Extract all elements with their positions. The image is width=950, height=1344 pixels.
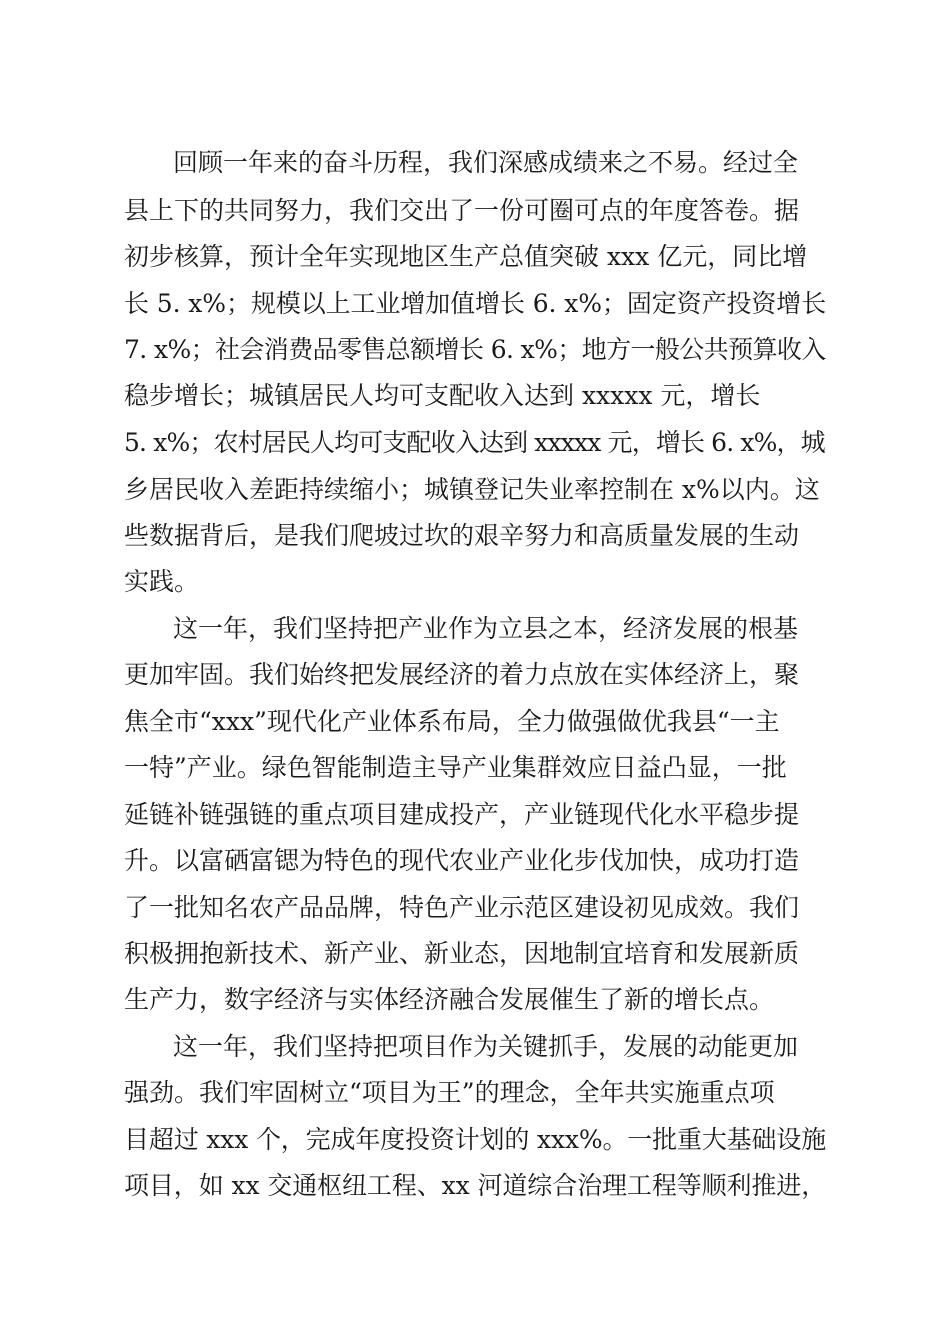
text-line: 积极拥抱新技术、新产业、新业态，因地制宜培育和发展新质: [124, 939, 800, 968]
text-line: 项目，如 xx 交通枢纽工程、xx 河道综合治理工程等顺利推进，: [124, 1171, 827, 1200]
text-line: 5. x%；农村居民人均可支配收入达到 xxxxx 元，增长 6. x%，城: [124, 428, 825, 457]
text-line: 初步核算，预计全年实现地区生产总值突破 xxx 亿元，同比增: [124, 242, 808, 271]
text-line: 目超过 xxx 个，完成年度投资计划的 xxx%。一批重大基础设施: [124, 1125, 827, 1154]
text-line: 更加牢固。我们始终把发展经济的着力点放在实体经济上，聚: [124, 660, 800, 689]
text-line: 生产力，数字经济与实体经济融合发展催生了新的增长点。: [124, 985, 775, 1014]
text-line: 些数据背后，是我们爬坡过坎的艰辛努力和高质量发展的生动: [124, 521, 800, 550]
text-line: 稳步增长；城镇居民人均可支配收入达到 xxxxx 元，增长: [124, 381, 761, 410]
text-line: 7. x%；社会消费品零售总额增长 6. x%；地方一般公共预算收入: [124, 335, 826, 364]
text-line: 乡居民收入差距持续缩小；城镇登记失业率控制在 x%以内。这: [124, 475, 820, 504]
text-line: 强劲。我们牢固树立“项目为王”的理念，全年共实施重点项: [124, 1078, 775, 1107]
text-line: 这一年，我们坚持把产业作为立县之本，经济发展的根基: [173, 614, 799, 643]
text-line: 长 5. x%；规模以上工业增加值增长 6. x%；固定资产投资增长: [124, 289, 827, 318]
text-line: 回顾一年来的奋斗历程，我们深感成绩来之不易。经过全: [173, 148, 799, 177]
text-line: 实践。: [124, 567, 200, 596]
text-line: 这一年，我们坚持把项目作为关键抓手，发展的动能更加: [173, 1032, 799, 1061]
text-line: 了一批知名农产品品牌，特色产业示范区建设初见成效。我们: [124, 893, 800, 922]
text-line: 升。以富硒富锶为特色的现代农业产业化步伐加快，成功打造: [124, 846, 800, 875]
text-line: 焦全市“xxx”现代化产业体系布局，全力做强做优我县“一主: [124, 707, 780, 736]
text-line: 县上下的共同努力，我们交出了一份可圈可点的年度答卷。据: [124, 196, 800, 225]
text-line: 一特”产业。绿色智能制造主导产业集群效应日益凸显，一批: [124, 753, 787, 782]
text-line: 延链补链强链的重点项目建成投产，产业链现代化水平稳步提: [124, 800, 800, 829]
